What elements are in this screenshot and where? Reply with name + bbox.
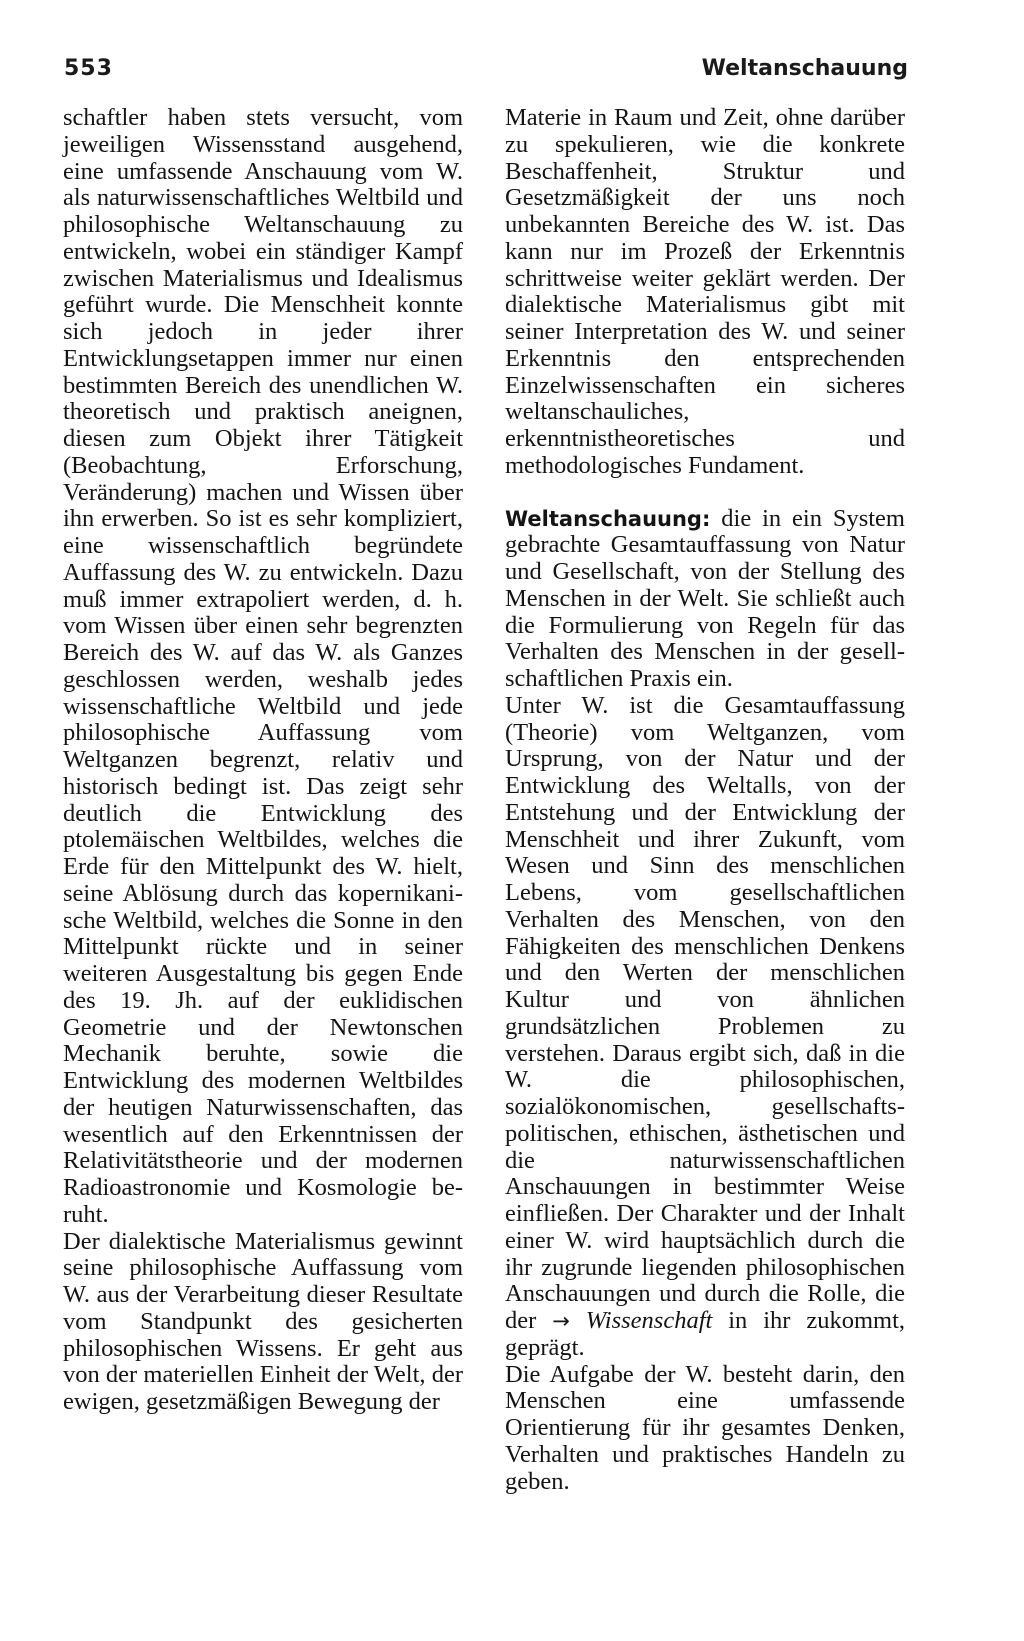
- right-paragraph-1: Materie in Raum und Zeit, ohne darüber zu spekulieren, wie die konkrete Beschaffenheit, Struktur und Gesetzmäßigkeit der uns noch unbekannten Bereiche des W. ist. Das kann nur im Prozeß der Erkenntnis schrittweise weiter geklärt werden. Der dialektische Materialismus gibt mit seiner Interpretation des W. und seiner Erkenntnis den entsprechenden Einzelwissenschaften ein sicheres weltanschauliches, erkenntnistheoretisches und methodologisches Fundament.: [505, 104, 905, 479]
- left-column: [63, 105, 463, 1416]
- left-paragraph-1: schaftler haben stets versucht, vom jeweiligen Wissensstand ausgehend, eine umfassende Anschauung vom W. als naturwissenschaftliches Weltbild und philosophische Weltanschauung zu entwickeln, wobei ein ständiger Kampf zwischen Materialismus und Idealismus geführt wurde. Die Menschheit konnte sich jedoch in jeder ihrer Entwicklungsetappen immer nur einen bestimmten Bereich des unendlichen W. theoretisch und praktisch aneignen, diesen zum Objekt ihrer Tätigkeit (Beobachtung, Erforschung, Veränderung) machen und Wissen über ihn erwerben. So ist es sehr kompliziert, eine wissenschaftlich begründete Auffassung des W. zu entwickeln. Dazu muß immer extrapoliert werden, d. h. vom Wissen über einen sehr begrenzten Bereich des W. auf das W. als Ganzes geschlossen werden, weshalb jedes wissenschaftliche Weltbild und jede philosophische Auffassung vom Weltganzen begrenzt, relativ und historisch bedingt ist. Das zeigt sehr deutlich die Entwicklung des ptolemäischen Weltbildes, welches die Erde für den Mittelpunkt des W. hielt, seine Ablösung durch das kopernikanische Weltbild, welches die Sonne in den Mittelpunkt rückte und in seiner weiteren Ausgestaltung bis gegen Ende des 19. Jh. auf der euklidischen Geometrie und der Newtonschen Mechanik beruhte, sowie die Entwicklung des modernen Weltbildes der heutigen Naturwissenschaften, das wesentlich auf den Erkenntnissen der Relativitätstheorie und der modernen Radioastronomie und Kosmologie beruht.: [63, 104, 463, 1228]
- right-paragraph-3-end: in ihr zukommt, geprägt.: [505, 1307, 906, 1361]
- entry-definition: die in ein System gebrachte Gesamtauffassung von Natur und Gesellschaft, von der Stellung des Menschen in der Welt. Sie schließt auch die Formulierung von Regeln für das Verhalten des Menschen in der gesellschaftlichen Praxis ein.: [505, 504, 905, 692]
- running-head: Weltanschauung: [701, 56, 908, 81]
- entry-paragraph: [505, 506, 905, 693]
- crossref-link-wissenschaft[interactable]: Wissenschaft: [585, 1307, 713, 1334]
- right-paragraph-3-text: Unter W. ist die Gesamtauffassung (Theorie) vom Weltganzen, vom Ursprung, von der Natur und der Entwicklung des Weltalls, von der Entstehung und der Entwicklung der Menschheit und ihrer Zukunft, vom Wesen und Sinn des menschlichen Lebens, vom gesellschaftlichen Verhalten des Menschen, von den Fähigkeiten des menschlichen Denkens und den Werten der menschlichen Kultur und von ähnlichen grundsätzlichen Problemen zu verstehen. Daraus ergibt sich, daß in die W. die philosophischen, sozialökonomischen, gesellschaftspolitischen, ethischen, ästhetischen und die naturwissenschaftlichen Anschauungen in bestimmter Weise einfließen. Der Charakter und der Inhalt einer W. wird hauptsächlich durch die ihr zugrunde liegenden philosophischen Anschauungen und durch die Rolle, die der: [505, 691, 905, 1334]
- right-column: [505, 105, 905, 1495]
- crossref-arrow-icon: →: [552, 1309, 570, 1333]
- page-number: 553: [64, 56, 113, 81]
- right-paragraph-3: [505, 693, 905, 1362]
- entry-headword: Weltanschauung:: [505, 506, 711, 531]
- entry-separator: [505, 480, 905, 506]
- left-paragraph-2: Der dialektische Materialismus gewinnt seine philosophische Auffassung vom W. aus der Verarbeitung dieser Resultate vom Standpunkt des gesicherten philosophischen Wissens. Er geht aus von der materiellen Einheit der Welt, der ewigen, gesetzmäßigen Bewegung der: [63, 1227, 463, 1415]
- right-paragraph-4: Die Aufgabe der W. besteht darin, den Menschen eine umfassende Orientierung für ihr gesamtes Denken, Verhalten und praktisches Handeln zu geben.: [505, 1360, 905, 1495]
